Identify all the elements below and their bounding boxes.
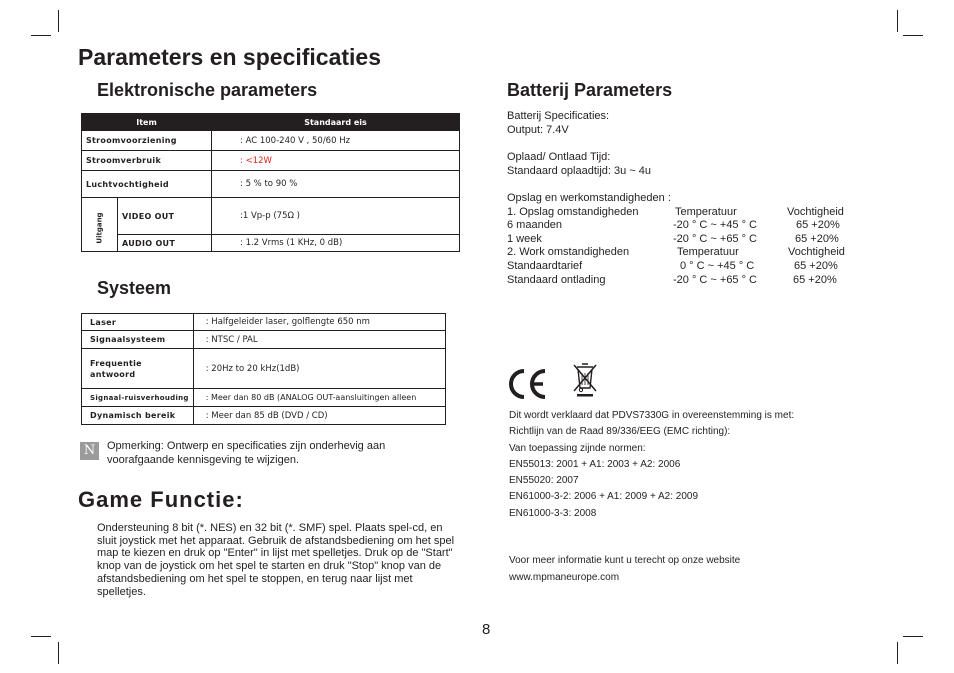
- table-row: [82, 151, 460, 171]
- table-row: [82, 407, 446, 425]
- crop-mark: [58, 642, 59, 664]
- compliance-line: EN61000-3-2: 2006 + A1: 2009 + A2: 2009: [509, 491, 699, 503]
- storage-info: [507, 192, 867, 287]
- row-label: Luchtvochtigheid: [82, 171, 212, 198]
- storage-row: [507, 219, 867, 233]
- audio-out-value: : 1.2 Vrms (1 KHz, 0 dB): [212, 235, 460, 252]
- row-value: : 5 % to 90 %: [212, 171, 460, 198]
- output-value: Output: 7.4V: [507, 123, 569, 136]
- cell: 1. Opslag omstandigheden: [507, 205, 639, 218]
- row-value: : Meer dan 85 dB (DVD / CD): [193, 407, 445, 425]
- crop-mark: [897, 10, 898, 32]
- table-row: [82, 331, 446, 349]
- crop-mark: [903, 35, 923, 36]
- audio-out-label: AUDIO OUT: [118, 235, 212, 252]
- electronic-table: [81, 113, 460, 252]
- battery-specs: [507, 110, 609, 137]
- cell: 65 +20%: [794, 259, 838, 272]
- specs-label: Batterij Specificaties:: [507, 110, 610, 122]
- ce-mark-icon: [507, 367, 549, 401]
- table-row: [82, 235, 460, 252]
- cell: Vochtigheid: [787, 205, 844, 218]
- cell: Vochtigheid: [788, 246, 845, 259]
- table-row: [82, 389, 446, 407]
- electronic-heading: Elektronische parameters: [97, 80, 318, 100]
- video-out-label: VIDEO OUT: [118, 198, 212, 235]
- charge-info: [507, 151, 651, 178]
- game-text: Ondersteuning 8 bit (*. NES) en 32 bit (*. SMF) spel. Plaats spel-cd, en sluit joystick met het apparaat. Gebruik de afstandsbediening om het spel map te kiezen en druk op "Enter" in lijst met spelletjes. Druk op de "Start" knop van de joystick om het spel te starten en druk "Stop" knop van de afstandsbediening om het spel te stoppen, en terug naar lijst met spelletjes.: [97, 522, 455, 598]
- storage-row: [507, 233, 867, 247]
- more-info-text: Voor meer informatie kunt u terecht op onze website: [509, 555, 741, 566]
- table-row: [82, 314, 446, 331]
- cell: -20 ° C ~ +65 ° C: [673, 273, 758, 286]
- more-info: [509, 553, 740, 586]
- row-label: Laser: [82, 314, 194, 331]
- storage-row: [507, 246, 867, 260]
- column-header-item: Item: [82, 114, 212, 131]
- compliance-line: Richtlijn van de Raad 89/336/EEG (EMC richting):: [509, 426, 731, 438]
- row-value: : NTSC / PAL: [193, 331, 445, 349]
- game-heading: Game Functie:: [78, 487, 244, 512]
- cell: Standaardtarief: [507, 259, 583, 272]
- compliance-line: EN55013: 2001 + A1: 2003 + A2: 2006: [509, 458, 681, 470]
- compliance-line: EN55020: 2007: [509, 475, 579, 487]
- note-text: Opmerking: Ontwerp en specificaties zijn onderhevig aan voorafgaande kennisgeving te wijzigen.: [107, 440, 386, 466]
- page-number: 8: [482, 621, 491, 638]
- cell: 65 +20%: [795, 232, 839, 245]
- column-header-standard: Standaard eis: [212, 114, 460, 131]
- crop-mark: [31, 35, 51, 36]
- note-icon: N: [80, 442, 99, 460]
- compliance-line: EN61000-3-3: 2008: [509, 507, 597, 519]
- battery-heading: Batterij Parameters: [507, 80, 673, 100]
- row-label: Stroomvoorziening: [82, 131, 212, 151]
- output-group-label: [82, 198, 118, 252]
- cell: -20 ° C ~ +65 ° C: [673, 232, 758, 245]
- storage-row: [507, 274, 867, 288]
- cell: 65 +20%: [796, 219, 840, 232]
- row-value: : Halfgeleider laser, golflengte 650 nm: [193, 314, 445, 331]
- cell: 1 week: [507, 232, 542, 245]
- row-label: Stroomverbruik: [82, 151, 212, 171]
- table-row: [82, 131, 460, 151]
- system-heading: Systeem: [97, 278, 172, 298]
- charge-time: Standaard oplaadtijd: 3u ~ 4u: [507, 164, 652, 177]
- cell: Temperatuur: [675, 205, 737, 218]
- page-title: Parameters en specificaties: [78, 44, 382, 70]
- table-row: [82, 171, 460, 198]
- crossed-out-wheelie-bin-icon: [571, 361, 599, 397]
- charge-label: Oplaad/ Ontlaad Tijd:: [507, 151, 611, 163]
- cell: 2. Work omstandigheden: [507, 246, 630, 259]
- cell: -20 ° C ~ +45 ° C: [673, 219, 758, 232]
- cell: Temperatuur: [677, 246, 739, 259]
- row-label: Frequentie antwoord: [82, 349, 194, 389]
- storage-label: Opslag en werkomstandigheden :: [507, 192, 671, 204]
- compliance-line: Dit wordt verklaard dat PDVS7330G in overeenstemming is met:: [509, 410, 795, 421]
- storage-row: [507, 206, 867, 220]
- system-table: [81, 313, 446, 425]
- crop-mark: [903, 636, 923, 637]
- crop-mark: [897, 642, 898, 664]
- row-label: Signaal-ruisverhouding: [82, 389, 194, 407]
- compliance-line: Van toepassing zijnde normen:: [509, 442, 646, 454]
- output-label: Uitgang: [95, 212, 104, 244]
- video-out-value: :1 Vp-p (75Ω ): [212, 198, 460, 235]
- row-value: : AC 100-240 V , 50/60 Hz: [212, 131, 460, 151]
- cell: Standaard ontlading: [507, 273, 606, 286]
- row-label: Dynamisch bereik: [82, 407, 194, 425]
- cell: 6 maanden: [507, 219, 563, 232]
- storage-row: [507, 260, 867, 274]
- row-value: : Meer dan 80 dB (ANALOG OUT-aansluitingen alleen: [193, 389, 445, 407]
- cell: 0 ° C ~ +45 ° C: [680, 259, 755, 272]
- table-row: [82, 198, 460, 235]
- row-value: : 20Hz to 20 kHz(1dB): [193, 349, 445, 389]
- website-link[interactable]: www.mpmaneurope.com: [509, 571, 620, 583]
- row-value: : <12W: [212, 151, 460, 171]
- crop-mark: [31, 636, 51, 637]
- crop-mark: [58, 10, 59, 32]
- table-row: [82, 349, 446, 389]
- cell: 65 +20%: [793, 273, 837, 286]
- compliance-declaration: [509, 408, 794, 522]
- row-label: Signaalsysteem: [82, 331, 194, 349]
